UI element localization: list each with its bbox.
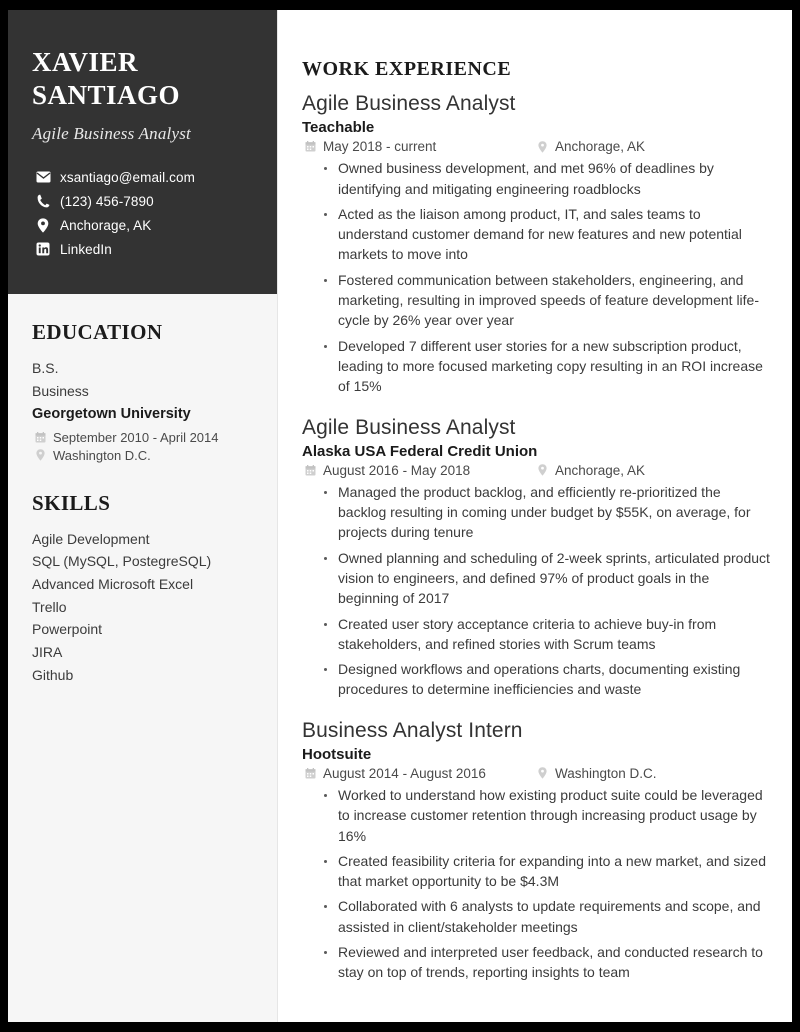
education-dates: September 2010 - April 2014 <box>53 429 219 445</box>
job-title: Agile Business Analyst <box>302 92 516 115</box>
skill-item: Advanced Microsoft Excel <box>32 576 194 593</box>
job-dates: May 2018 - current <box>323 139 437 155</box>
job-title: Agile Business Analyst <box>302 415 516 439</box>
skill-item: JIRA <box>32 644 63 661</box>
contact-linkedin-text: LinkedIn <box>60 241 112 257</box>
resume-page <box>8 10 792 1022</box>
contact-item-linkedin[interactable] <box>32 242 253 257</box>
calendar-icon <box>302 768 319 779</box>
education-heading: EDUCATION <box>32 319 163 344</box>
job-bullet: Created user story acceptance criteria to achieve buy-in from stakeholders, and refined stories with Scrum teams <box>302 614 770 655</box>
map-pin-icon <box>32 449 49 461</box>
job-dates: August 2016 - May 2018 <box>323 462 471 478</box>
job-location-row <box>534 139 645 154</box>
job-location: Anchorage, AK <box>555 139 646 155</box>
candidate-first-name: XAVIER <box>32 47 139 77</box>
map-pin-icon <box>534 464 551 476</box>
job-company: Alaska USA Federal Credit Union <box>302 442 538 460</box>
job-meta <box>302 766 770 781</box>
work-experience-heading: WORK EXPERIENCE <box>302 58 512 80</box>
job-title: Business Analyst Intern <box>302 718 523 742</box>
map-pin-icon <box>534 767 551 779</box>
job-bullet: Developed 7 different user stories for a new subscription product, leading to more focused marketing copy resulting in an ROI increase of 15% <box>302 336 770 397</box>
calendar-icon <box>302 141 319 152</box>
contact-list <box>32 170 253 257</box>
skill-item: SQL (MySQL, PostegreSQL) <box>32 553 212 570</box>
envelope-icon <box>32 171 54 183</box>
skill-item: Agile Development <box>32 530 150 547</box>
job-bullet: Collaborated with 6 analysts to update requirements and scope, and assisted in client/stakeholder meetings <box>302 896 770 937</box>
work-experience-column <box>278 10 792 1022</box>
job-meta <box>302 463 770 478</box>
map-pin-icon <box>32 218 54 233</box>
job-dates-row <box>302 463 534 478</box>
education-location-row <box>32 448 253 463</box>
job-bullet: Worked to understand how existing product suite could be leveraged to increase customer retention through increasing product usage by 16% <box>302 785 770 846</box>
job-entry <box>302 415 770 700</box>
phone-icon <box>32 194 54 208</box>
map-pin-icon <box>534 141 551 153</box>
skill-item: Trello <box>32 598 67 615</box>
education-location: Washington D.C. <box>53 447 151 463</box>
job-company: Hootsuite <box>302 745 372 763</box>
contact-phone-text: (123) 456-7890 <box>60 193 154 209</box>
job-bullet: Designed workflows and operations charts, documenting existing procedures to determine inefficiencies and waste <box>302 659 770 700</box>
skill-item: Github <box>32 666 74 683</box>
skills-heading: SKILLS <box>32 490 111 515</box>
education-dates-row <box>32 430 253 445</box>
sidebar-body <box>8 294 277 735</box>
candidate-last-name: SANTIAGO <box>32 79 181 110</box>
job-bullet: Reviewed and interpreted user feedback, and conducted research to stay on top of trends, reporting insights to team <box>302 942 770 983</box>
job-bullet: Managed the product backlog, and efficiently re-prioritized the backlog resulting in coming under budget by $55K, on average, for projects during tenure <box>302 482 770 543</box>
job-bullet: Created feasibility criteria for expanding into a new market, and sized that market opportunity to be $4.3M <box>302 851 770 892</box>
calendar-icon <box>32 432 49 443</box>
job-location-row <box>534 463 645 478</box>
job-location: Anchorage, AK <box>555 462 646 478</box>
education-section <box>32 320 253 463</box>
education-school: Georgetown University <box>32 406 191 423</box>
calendar-icon <box>302 465 319 476</box>
contact-item-email[interactable] <box>32 170 253 185</box>
job-dates-row <box>302 139 534 154</box>
skills-section <box>32 491 253 687</box>
job-dates-row <box>302 766 534 781</box>
contact-item-phone[interactable] <box>32 194 253 209</box>
skill-item: Powerpoint <box>32 621 103 638</box>
job-bullet: Fostered communication between stakeholders, engineering, and marketing, resulting in improved speeds of feature development life-cycle by 26% year over year <box>302 270 770 331</box>
candidate-job-subtitle: Agile Business Analyst <box>32 123 191 143</box>
job-meta <box>302 139 770 154</box>
job-entry <box>302 91 770 397</box>
job-bullet: Acted as the liaison among product, IT, and sales teams to understand customer demand for new features and new potential markets to move into <box>302 204 770 265</box>
education-degree: B.S. <box>32 359 59 376</box>
job-bullets <box>302 158 770 396</box>
education-field: Business <box>32 382 89 399</box>
job-entry <box>302 718 770 983</box>
job-bullets <box>302 785 770 983</box>
linkedin-icon <box>32 242 54 256</box>
sidebar-header <box>8 10 277 294</box>
job-dates: August 2014 - August 2016 <box>323 765 486 781</box>
job-location-row <box>534 766 657 781</box>
job-company: Teachable <box>302 119 375 137</box>
contact-email-text: xsantiago@email.com <box>60 169 195 185</box>
contact-location-text: Anchorage, AK <box>60 217 152 233</box>
sidebar <box>8 10 278 1022</box>
job-bullets <box>302 482 770 700</box>
job-bullet: Owned planning and scheduling of 2-week sprints, articulated product vision to engineers, and defined 97% of product goals in the beginning of 2017 <box>302 548 770 609</box>
job-location: Washington D.C. <box>555 765 657 781</box>
job-bullet: Owned business development, and met 96% of deadlines by identifying and mitigating engineering roadblocks <box>302 158 770 199</box>
contact-item-location[interactable] <box>32 218 253 233</box>
